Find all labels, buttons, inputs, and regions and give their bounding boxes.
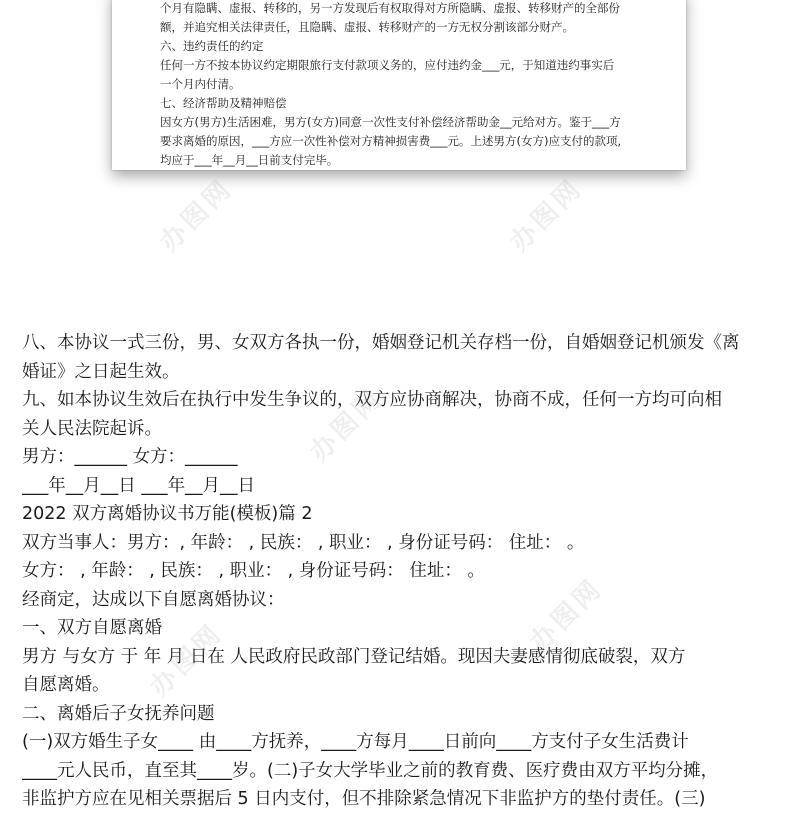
preview-line: 任何一方不按本协议约定期限旅行支付款项义务的，应付违约金___元，于知道违约事实后 xyxy=(160,58,615,72)
section-title: 2022 双方离婚协议书万能(模板)篇 2 xyxy=(22,504,313,524)
preview-heading: 六、违约责任的约定 xyxy=(160,39,264,53)
watermark: 办图网 xyxy=(524,572,610,658)
clause-eight-cont: 婚证》之日起生效。 xyxy=(22,361,180,382)
marriage-registration: 男方 与女方 于 年 月 日在 人民政府民政部门登记结婚。现因夫妻感情彻底破裂，双方 xyxy=(22,646,686,667)
marriage-registration-cont: 自愿离婚。 xyxy=(22,675,110,695)
signature-line: 男方：______ 女方：______ xyxy=(22,447,238,467)
watermark: 办图网 xyxy=(144,617,230,703)
watermark: 办图网 xyxy=(304,382,390,468)
watermark: 办图网 xyxy=(504,172,590,258)
clause-nine-cont: 关人民法院起诉。 xyxy=(22,418,162,439)
preview-line: 一个月内付清。 xyxy=(160,77,241,91)
agreement-intro: 经商定，达成以下自愿离婚协议： xyxy=(22,589,285,610)
party-female-info: 女方： , 年龄： , 民族： , 职业： , 身份证号码： 住址： 。 xyxy=(22,561,485,581)
child-custody-text: 非监护方应在见相关票据后 5 日内支付，但不排除紧急情况下非监护方的垫付责任。(三) xyxy=(22,789,706,809)
document-preview-text xyxy=(160,0,670,170)
date-line: ___年__月__日 ___年__月__日 xyxy=(22,475,256,496)
clause-nine: 九、如本协议生效后在执行中发生争议的，双方应协商解决，协商不成，任何一方均可向相 xyxy=(22,390,722,410)
heading-voluntary-divorce: 一、双方自愿离婚 xyxy=(22,618,162,638)
watermark: 办图网 xyxy=(154,172,240,258)
preview-line: 额，并追究相关法律责任，且隐瞒、虚报、转移财产的一方无权分割该部分财产。 xyxy=(160,20,574,34)
preview-line: 个月有隐瞒、虚报、转移的，另一方发现后有权取得对方所隐瞒、虚报、转移财产的全部份 xyxy=(160,1,620,15)
preview-heading: 七、经济帮助及精神赔偿 xyxy=(160,96,287,110)
document-body xyxy=(22,329,784,814)
heading-child-custody: 二、离婚后子女抚养问题 xyxy=(22,703,215,724)
document-preview-card xyxy=(112,0,686,170)
preview-line: 要求离婚的原因，___方应一次性补偿对方精神损害费___元。上述男方(女方)应支付的款项, xyxy=(160,134,622,148)
clause-eight: 八、本协议一式三份，男、女双方各执一份，婚姻登记机关存档一份，自婚姻登记机颁发《离 xyxy=(22,333,740,353)
child-custody-text: (一)双方婚生子女____ 由____方抚养，____方每月____日前向____方支付子女生活费计 xyxy=(22,732,689,752)
preview-line: 均应于___年__月__日前支付完毕。 xyxy=(160,153,339,167)
child-custody-text: ____元人民币，直至其____岁。(二)子女大学毕业之前的教育费、医疗费由双方平均分摊， xyxy=(22,760,719,781)
party-male-info: 双方当事人：男方：, 年龄： , 民族： , 职业： , 身份证号码： 住址： 。 xyxy=(22,532,585,553)
preview-line: 因女方(男方)生活困难，男方(女方)同意一次性支付补偿经济帮助金__元给对方。鉴于___方 xyxy=(160,115,621,129)
